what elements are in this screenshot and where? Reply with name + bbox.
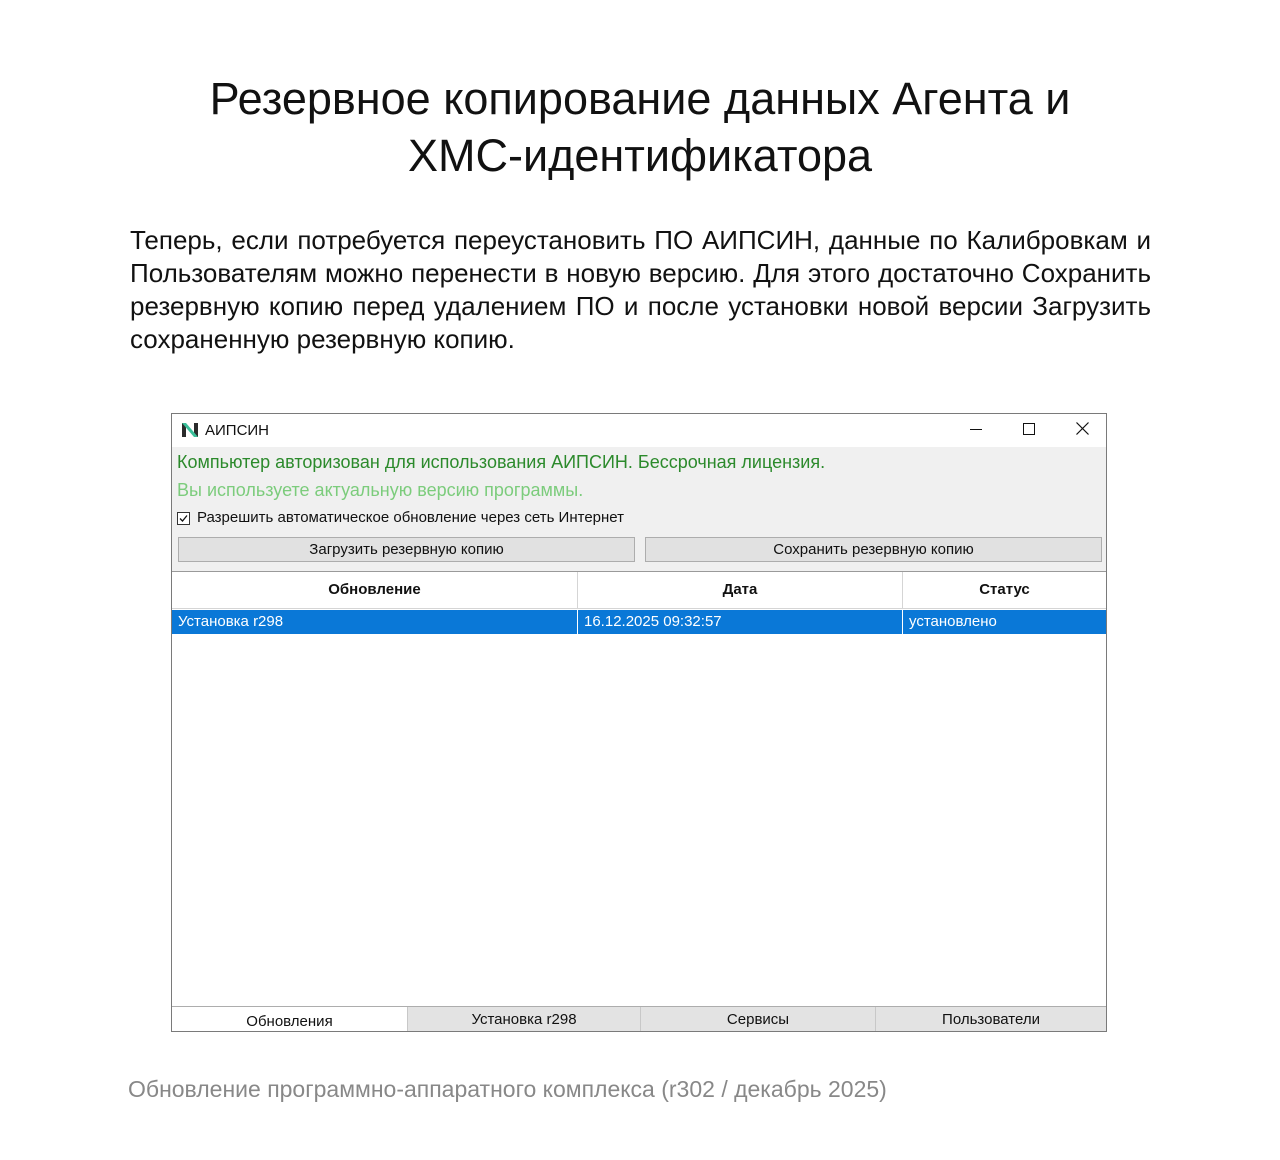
tab-updates[interactable]: Обновления [172,1007,408,1031]
tab-services[interactable]: Сервисы [641,1007,876,1031]
app-logo-n-icon [181,422,199,438]
page-title [100,70,1180,184]
close-icon [1076,422,1089,440]
status-panel [172,447,1106,571]
cell-date: 16.12.2025 09:32:57 [578,610,903,634]
authorization-status: Компьютер авторизован для использования АИПСИН. Бессрочная лицензия. [177,452,826,472]
cell-status: установлено [909,613,997,630]
updates-table [172,571,1106,1006]
column-header-update[interactable]: Обновление [172,572,578,608]
auto-update-option[interactable] [177,509,624,527]
app-window [171,413,1107,1032]
minimize-icon [970,422,982,440]
tab-users[interactable]: Пользователи [876,1007,1106,1031]
auto-update-label: Разрешить автоматическое обновление через сеть Интернет [197,509,625,526]
table-row[interactable] [172,610,1106,634]
close-button[interactable] [1056,414,1108,447]
minimize-button[interactable] [950,414,1002,447]
version-status: Вы используете актуальную версию программы. [177,480,584,500]
maximize-button[interactable] [1003,414,1055,447]
window-titlebar [172,414,1106,447]
tab-install-r298[interactable]: Установка r298 [408,1007,641,1031]
bottom-tabs [172,1006,1106,1031]
checkmark-icon [178,513,189,524]
window-title: АИПСИН [205,422,270,439]
table-header [172,572,1106,609]
auto-update-checkbox[interactable] [177,512,190,525]
intro-paragraph: Теперь, если потребуется переустановить ПО АИПСИН, данные по Калибровкам и Пользователям можно перенести в новую версию. Для этого достаточно Сохранить резервную копию перед удалением ПО и после установки новой версии Загрузить сохраненную резервную копию. [130,225,1151,354]
column-header-status[interactable]: Статус [979,581,1030,598]
page-title-line-1: Резервное копирование данных Агента и [209,73,1071,124]
cell-update: Установка r298 [172,610,578,634]
maximize-icon [1023,422,1035,440]
column-header-date[interactable]: Дата [578,572,903,608]
page-title-line-2: XMC-идентификатора [407,130,873,181]
footer-caption: Обновление программно-аппаратного комплекса (r302 / декабрь 2025) [128,1076,887,1102]
load-backup-button[interactable]: Загрузить резервную копию [178,537,635,562]
save-backup-button[interactable]: Сохранить резервную копию [645,537,1102,562]
